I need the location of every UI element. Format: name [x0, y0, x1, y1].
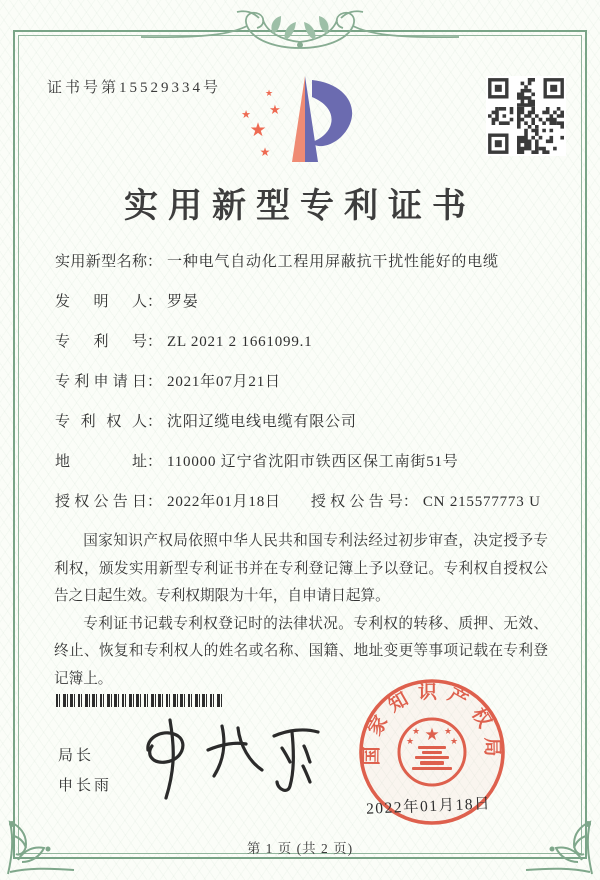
field-value: 2022年01月18日	[167, 494, 281, 510]
field-colon: ：	[147, 374, 163, 390]
top-ornament-icon	[135, 4, 465, 60]
field-colon: ：	[147, 334, 163, 350]
field-value: 罗晏	[167, 294, 199, 310]
field-application-date	[55, 370, 557, 410]
field-colon: ：	[147, 454, 163, 470]
field-colon: ：	[402, 494, 418, 510]
svg-text:★: ★	[411, 726, 421, 736]
field-label: 专利号	[55, 334, 147, 350]
svg-text:★: ★	[443, 726, 453, 736]
qr-code	[486, 76, 566, 156]
field-label: 地址	[55, 454, 147, 470]
field-grant-row	[55, 490, 557, 530]
field-label: 发明人	[55, 294, 147, 310]
legal-paragraph-2: 专利证书记载专利权登记时的法律状况。专利权的转移、质押、无效、终止、恢复和专利权人的姓名或名称、国籍、地址变更等事项记载在专利登记簿上。	[54, 615, 548, 687]
signer-name: 申长雨	[58, 778, 113, 794]
field-label: 实用新型名称	[55, 254, 147, 270]
field-utility-model-name	[55, 250, 557, 290]
field-inventor	[55, 290, 557, 330]
certificate-title: 实用新型专利证书	[124, 188, 476, 225]
field-grant-number	[311, 490, 541, 511]
svg-text:★: ★	[424, 725, 440, 744]
seal-text: 国家知识产权局	[361, 682, 503, 766]
field-address	[55, 450, 557, 490]
field-label: 授权公告号	[310, 494, 403, 510]
svg-text:★: ★	[264, 88, 274, 98]
field-colon: ：	[147, 494, 163, 510]
field-patentee	[55, 410, 557, 450]
legal-paragraph-1: 国家知识产权局依照中华人民共和国专利法经过初步审查，决定授予专利权，颁发实用新型专利证书并在专利登记簿上予以登记。专利权自授权公告之日起生效。专利权期限为十年，自申请日起算。	[54, 533, 548, 604]
field-value: 沈阳辽缆电线电缆有限公司	[167, 414, 357, 430]
signer-title: 局长	[58, 748, 95, 764]
svg-text:★: ★	[259, 145, 271, 159]
svg-text:★: ★	[249, 120, 267, 141]
svg-text:★: ★	[449, 736, 459, 746]
field-label: 授权公告日	[55, 494, 147, 510]
field-colon: ：	[147, 414, 163, 430]
field-value: 2021年07月21日	[167, 374, 281, 390]
field-label: 专利申请日	[55, 374, 147, 390]
field-label: 专利权人	[55, 414, 147, 430]
legal-text	[54, 528, 548, 693]
cnipa-logo-icon	[228, 72, 376, 167]
field-patent-number	[55, 330, 557, 370]
svg-text:★: ★	[269, 102, 281, 117]
page-number: 第 1 页 (共 2 页)	[246, 841, 354, 856]
field-colon: ：	[147, 294, 163, 310]
certificate-fields	[55, 250, 557, 530]
field-colon: ：	[147, 254, 163, 270]
field-value: 一种电气自动化工程用屏蔽抗干扰性能好的电缆	[167, 254, 499, 270]
svg-text:★: ★	[405, 736, 415, 746]
barcode	[56, 694, 222, 707]
certificate-number: 证书号第15529334号	[47, 80, 222, 96]
handwritten-signature-icon	[126, 710, 336, 805]
field-value: ZL 2021 2 1661099.1	[167, 334, 313, 350]
field-value: 110000 辽宁省沈阳市铁西区保工南街51号	[167, 454, 459, 470]
svg-text:★: ★	[241, 109, 251, 121]
field-value: CN 215577773 U	[422, 494, 541, 510]
seal-date: 2022年01月18日	[365, 795, 492, 818]
